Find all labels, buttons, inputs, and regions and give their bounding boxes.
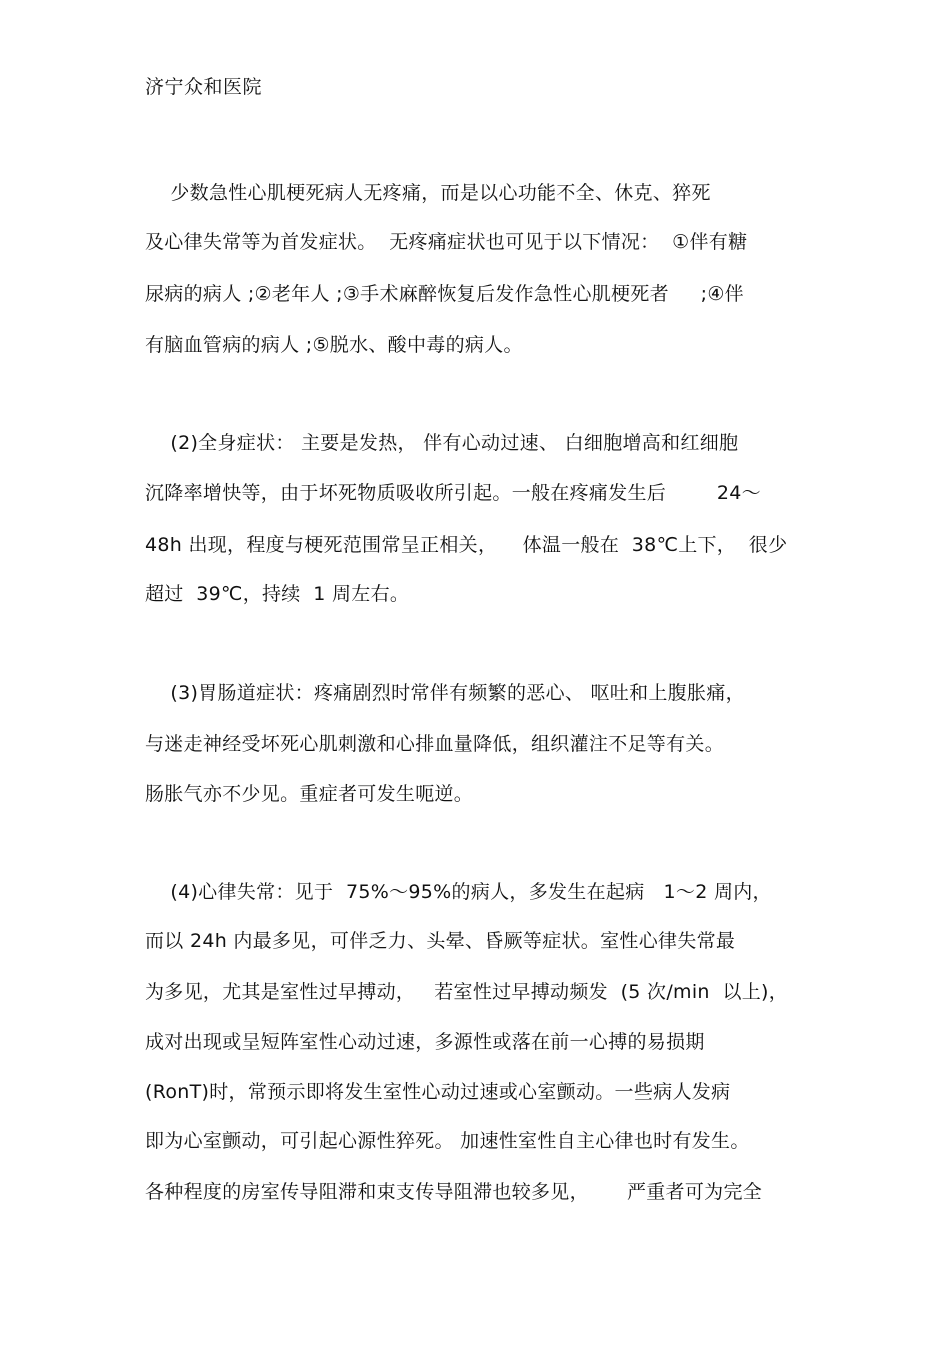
paragraph-4-line-1: (4)心律失常：见于 75%～95%的病人，多发生在起病 1～2 周内， xyxy=(145,881,772,903)
paragraph-3-line-3: 肠胀气亦不少见。重症者可发生呃逆。 xyxy=(145,783,474,805)
paragraph-1-line-4: 有脑血管病的病人 ;⑤脱水、酸中毒的病人。 xyxy=(145,334,523,356)
paragraph-3-line-2: 与迷走神经受坏死心肌刺激和心排血量降低，组织灌注不足等有关。 xyxy=(145,733,725,755)
paragraph-4-line-5: (RonT)时，常预示即将发生室性心动过速或心室颤动。一些病人发病 xyxy=(145,1081,731,1103)
paragraph-4-line-6: 即为心室颤动，可引起心源性猝死。 加速性室性自主心律也时有发生。 xyxy=(145,1130,750,1152)
paragraph-4-line-2: 而以 24h 内最多见，可伴乏力、头晕、昏厥等症状。室性心律失常最 xyxy=(145,930,736,952)
paragraph-3-line-1: (3)胃肠道症状：疼痛剧烈时常伴有频繁的恶心、 呕吐和上腹胀痛， xyxy=(145,682,745,704)
paragraph-4-line-3: 为多见，尤其是室性过早搏动， 若室性过早搏动频发 (5 次/min 以上)， xyxy=(145,981,789,1003)
paragraph-1-line-1: 少数急性心肌梗死病人无疼痛，而是以心功能不全、休克、猝死 xyxy=(145,182,711,204)
paragraph-2-line-4: 超过 39℃，持续 1 周左右。 xyxy=(145,583,410,605)
paragraph-2-line-2: 沉降率增快等，由于坏死物质吸收所引起。一般在疼痛发生后 24～ xyxy=(145,482,761,504)
paragraph-2-line-3: 48h 出现，程度与梗死范围常呈正相关， 体温一般在 38℃上下， 很少 xyxy=(145,534,788,556)
paragraph-2-line-1: (2)全身症状： 主要是发热， 伴有心动过速、 白细胞增高和红细胞 xyxy=(145,432,739,454)
paragraph-1-line-2: 及心律失常等为首发症状。 无疼痛症状也可见于以下情况： ①伴有糖 xyxy=(145,231,748,253)
paragraph-1-line-3: 尿病的病人 ;②老年人 ;③手术麻醉恢复后发作急性心肌梗死者 ;④伴 xyxy=(145,283,744,305)
paragraph-4-line-4: 成对出现或呈短阵室性心动过速，多源性或落在前一心搏的易损期 xyxy=(145,1031,705,1053)
page-header-hospital-name: 济宁众和医院 xyxy=(145,76,263,98)
paragraph-4-line-7: 各种程度的房室传导阻滞和束支传导阻滞也较多见， 严重者可为完全 xyxy=(145,1181,763,1203)
